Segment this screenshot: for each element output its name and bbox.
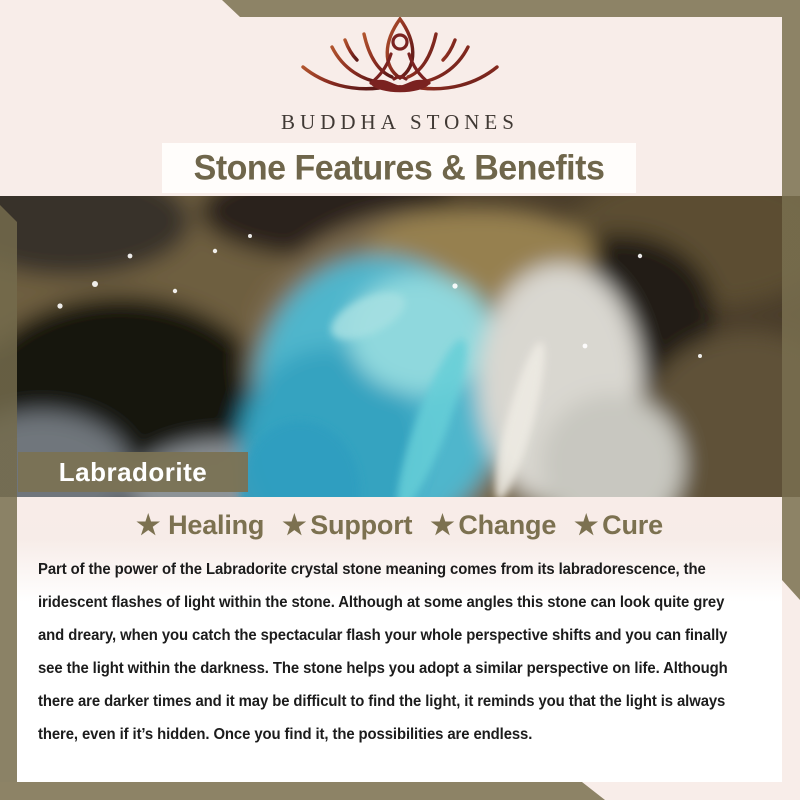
star-icon: ★ — [136, 510, 161, 540]
title-banner — [162, 143, 636, 193]
description-paragraph — [38, 553, 782, 751]
description-line: see the light within the darkness. The stone helps you adopt a similar perspective on life. Although — [38, 660, 728, 677]
description-line: there, even if it’s hidden. Once you find it, the possibilities are endless. — [38, 726, 533, 743]
description-line: there are darker times and it may be difficult to find the light, it reminds you that the light is always — [38, 693, 726, 710]
feature-item — [574, 510, 663, 541]
feature-item — [136, 510, 264, 541]
page-title: Stone Features & Benefits — [193, 147, 605, 188]
brand-logo — [0, 14, 800, 108]
star-icon: ★ — [282, 510, 307, 540]
ribbon-bottom — [0, 782, 605, 800]
photo-caption: Labradorite — [58, 456, 208, 487]
photo-caption-badge — [18, 452, 248, 492]
ribbon-top — [222, 0, 800, 17]
feature-label: Support — [310, 510, 413, 540]
feature-item — [282, 510, 412, 541]
feature-label: Change — [458, 510, 557, 540]
ribbon-left — [0, 205, 17, 800]
description-line: Part of the power of the Labradorite crystal stone meaning comes from its labradorescence, the — [38, 561, 706, 578]
star-icon: ★ — [574, 510, 599, 540]
labradorite-photo — [0, 196, 800, 497]
brand-name: BUDDHA STONES — [281, 110, 519, 134]
description-line: iridescent flashes of light within the stone. Although at some angles this stone can look quite grey — [38, 594, 725, 611]
feature-item — [430, 510, 556, 541]
feature-label: Cure — [602, 510, 663, 540]
star-icon: ★ — [430, 510, 455, 540]
ribbon-right — [782, 0, 800, 600]
lotus-meditator-icon — [285, 14, 515, 108]
benefits-panel — [17, 497, 782, 782]
features-list — [17, 510, 782, 541]
feature-label: Healing — [168, 510, 265, 540]
description-line: and dreary, when you catch the spectacular flash your whole perspective shifts and you can finally — [38, 627, 728, 644]
